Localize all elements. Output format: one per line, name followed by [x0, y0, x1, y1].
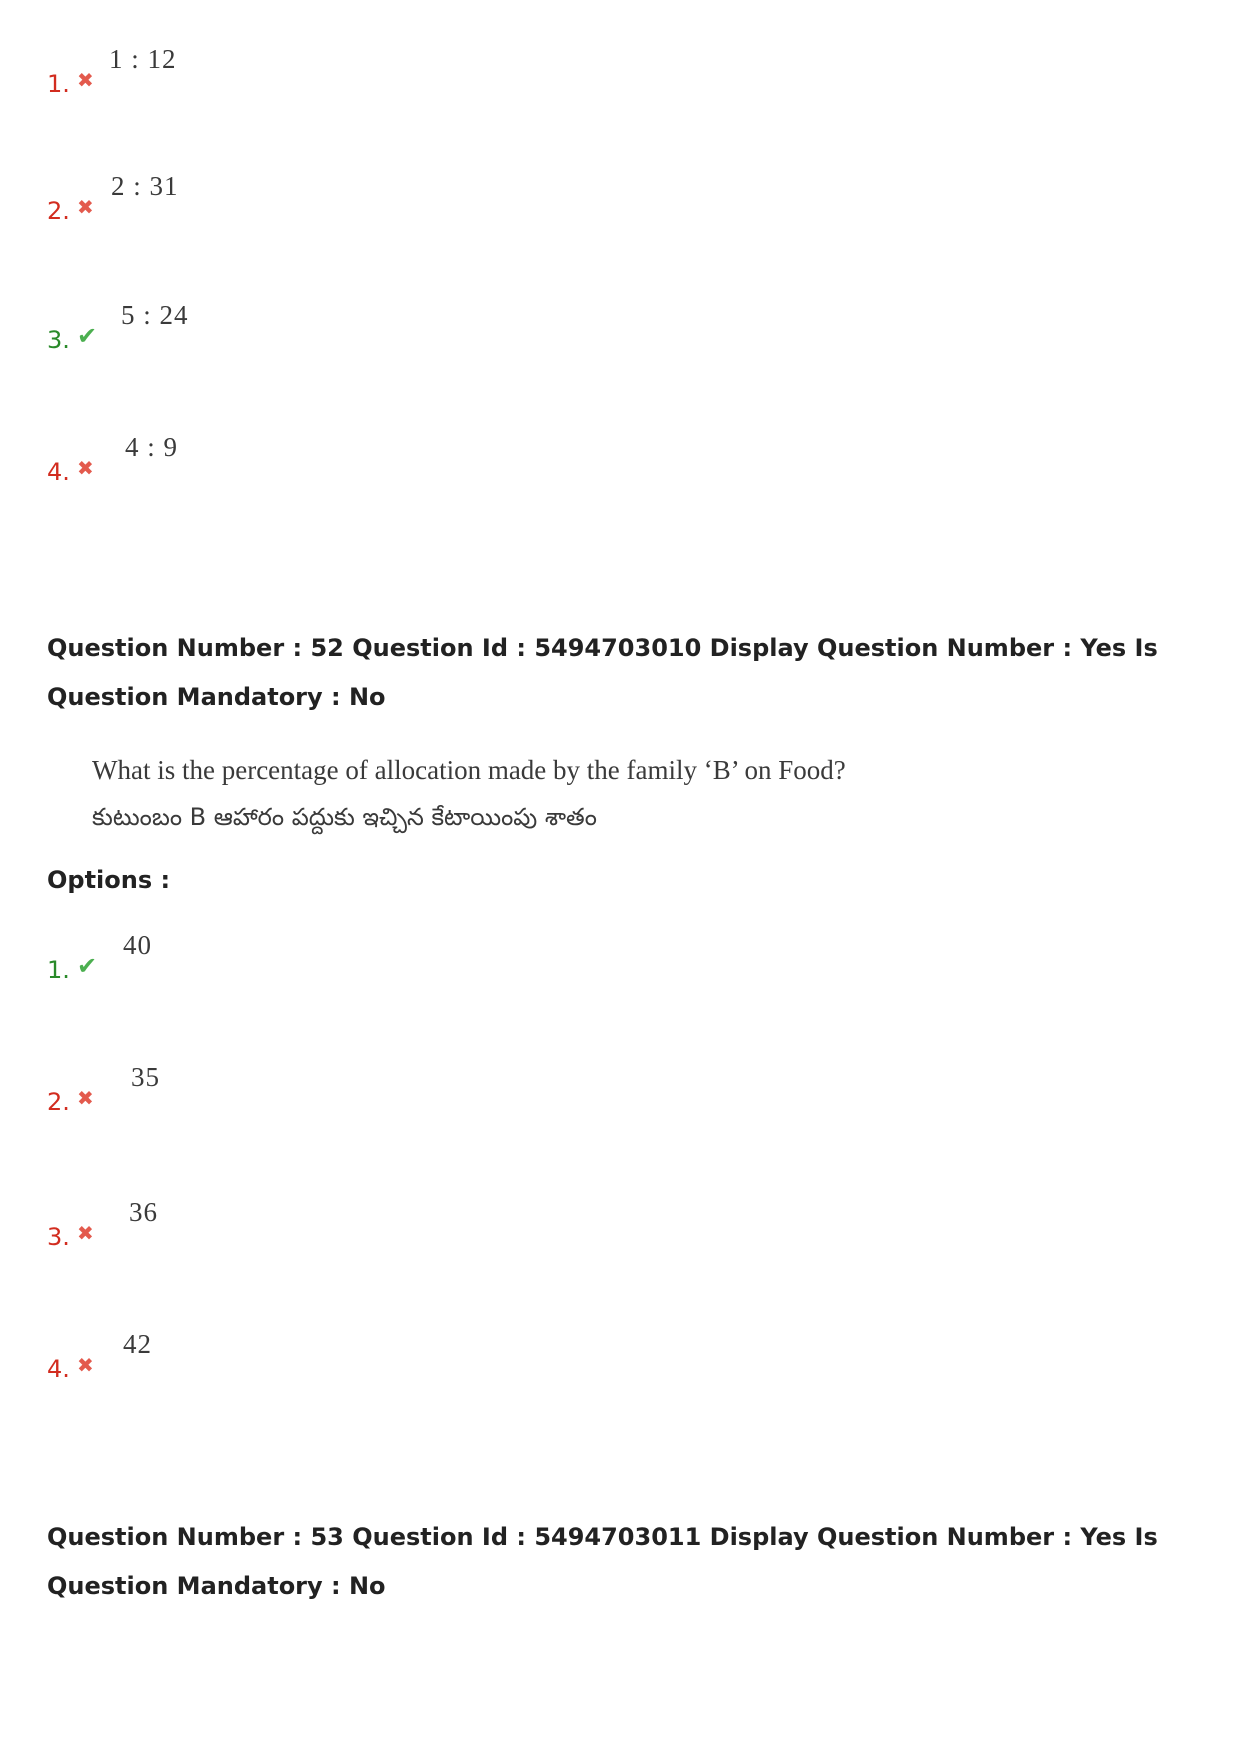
question-header-53: Question Number : 53 Question Id : 5494703011 Display Question Number : Yes Is Question Mandatory : No — [47, 1523, 1158, 1600]
option-value: 35 — [131, 1062, 160, 1092]
option-number: 4. — [47, 458, 70, 486]
cross-icon: ✖ — [77, 1221, 94, 1245]
option-2 — [47, 1062, 447, 1128]
option-3 — [47, 1197, 447, 1263]
option-value: 40 — [123, 930, 152, 960]
option-1 — [47, 930, 447, 996]
option-number: 2. — [47, 1088, 70, 1116]
option-4 — [47, 1329, 447, 1395]
option-number: 1. — [47, 70, 70, 98]
cross-icon: ✖ — [77, 68, 94, 92]
cross-icon: ✖ — [77, 195, 94, 219]
cross-icon: ✖ — [77, 1086, 94, 1110]
option-number: 4. — [47, 1355, 70, 1383]
option-value: 1 : 12 — [109, 44, 177, 74]
check-icon: ✔ — [77, 322, 98, 350]
cross-icon: ✖ — [77, 456, 94, 480]
question-header-52: Question Number : 52 Question Id : 5494703010 Display Question Number : Yes Is Question Mandatory : No — [47, 634, 1158, 711]
check-icon: ✔ — [77, 952, 98, 980]
option-value: 2 : 31 — [111, 171, 179, 201]
option-value: 36 — [129, 1197, 158, 1227]
cross-icon: ✖ — [77, 1353, 94, 1377]
option-number: 3. — [47, 1223, 70, 1251]
options-label: Options : — [47, 866, 171, 894]
option-number: 3. — [47, 326, 70, 354]
question-text-english: What is the percentage of allocation made by the family ‘B’ on Food? — [92, 755, 846, 785]
prev-option-3 — [47, 300, 447, 366]
prev-option-2 — [47, 171, 447, 237]
option-value: 4 : 9 — [125, 432, 179, 462]
question-text-52 — [92, 745, 1092, 839]
option-value: 42 — [123, 1329, 152, 1359]
option-value: 5 : 24 — [121, 300, 189, 330]
prev-option-4 — [47, 432, 447, 498]
prev-option-1 — [47, 44, 447, 110]
option-number: 2. — [47, 197, 70, 225]
option-number: 1. — [47, 956, 70, 984]
question-text-telugu: కుటుంబం B ఆహారం పద్దుకు ఇచ్చిన కేటాయింపు శాతం — [92, 803, 597, 831]
